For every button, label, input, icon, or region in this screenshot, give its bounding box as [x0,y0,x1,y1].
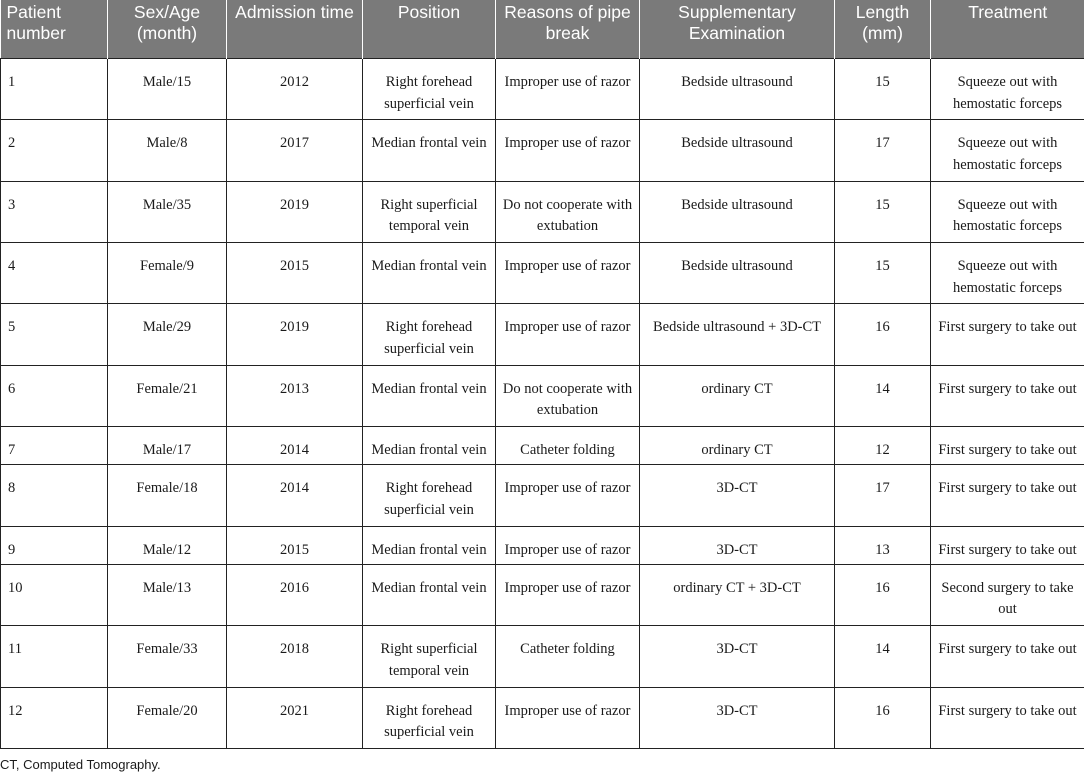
cell-reason: Improper use of razor [496,120,640,181]
cell-examination: Bedside ultrasound [640,120,835,181]
cell-length: 17 [835,120,931,181]
table-row [1,120,1084,181]
cell-admission-time: 2019 [227,304,363,365]
header-reasons: Reasons of pipe break [496,0,640,59]
header-row [1,0,1084,59]
cell-patient-number: 2 [1,120,108,181]
cell-reason: Improper use of razor [496,564,640,625]
cell-treatment: Squeeze out with hemostatic forceps [931,243,1084,304]
cell-reason: Do not cooperate with extubation [496,365,640,426]
cell-patient-number: 1 [1,59,108,120]
header-treatment: Treatment [931,0,1084,59]
cell-admission-time: 2019 [227,181,363,242]
cell-position: Right superficial temporal vein [363,181,496,242]
cell-admission-time: 2013 [227,365,363,426]
header-sex-age: Sex/Age (month) [108,0,227,59]
cell-reason: Catheter folding [496,626,640,687]
cell-reason: Improper use of razor [496,526,640,564]
cell-sex-age: Female/33 [108,626,227,687]
cell-treatment: First surgery to take out [931,526,1084,564]
cell-treatment: Squeeze out with hemostatic forceps [931,181,1084,242]
cell-examination: Bedside ultrasound [640,243,835,304]
cell-position: Right forehead superficial vein [363,465,496,526]
table-row [1,427,1084,465]
cell-treatment: Squeeze out with hemostatic forceps [931,59,1084,120]
cell-sex-age: Male/15 [108,59,227,120]
cell-treatment: First surgery to take out [931,687,1084,749]
cell-length: 14 [835,626,931,687]
cell-sex-age: Male/29 [108,304,227,365]
cell-length: 16 [835,687,931,749]
table-row [1,465,1084,526]
cell-sex-age: Female/21 [108,365,227,426]
cell-admission-time: 2014 [227,465,363,526]
cell-admission-time: 2015 [227,526,363,564]
cell-treatment: First surgery to take out [931,465,1084,526]
cell-length: 13 [835,526,931,564]
cell-examination: Bedside ultrasound + 3D-CT [640,304,835,365]
cell-patient-number: 10 [1,564,108,625]
header-admission-time: Admission time [227,0,363,59]
cell-length: 15 [835,181,931,242]
cell-reason: Improper use of razor [496,304,640,365]
cell-examination: 3D-CT [640,465,835,526]
cell-position: Right forehead superficial vein [363,304,496,365]
cell-patient-number: 7 [1,427,108,465]
table-row [1,526,1084,564]
cell-sex-age: Male/12 [108,526,227,564]
cell-patient-number: 4 [1,243,108,304]
cell-sex-age: Female/20 [108,687,227,749]
cell-reason: Do not cooperate with extubation [496,181,640,242]
cell-position: Right superficial temporal vein [363,626,496,687]
cell-admission-time: 2017 [227,120,363,181]
cell-sex-age: Male/17 [108,427,227,465]
cell-sex-age: Female/18 [108,465,227,526]
cell-position: Median frontal vein [363,564,496,625]
cell-treatment: Squeeze out with hemostatic forceps [931,120,1084,181]
cell-treatment: Second surgery to take out [931,564,1084,625]
cell-sex-age: Female/9 [108,243,227,304]
cell-length: 15 [835,59,931,120]
cell-examination: Bedside ultrasound [640,181,835,242]
cell-examination: 3D-CT [640,687,835,749]
table-row [1,59,1084,120]
cell-patient-number: 3 [1,181,108,242]
cell-position: Right forehead superficial vein [363,687,496,749]
cell-examination: Bedside ultrasound [640,59,835,120]
table-row [1,626,1084,687]
cell-length: 16 [835,564,931,625]
header-length: Length (mm) [835,0,931,59]
header-supplementary-exam: Supplementary Examination [640,0,835,59]
cell-length: 16 [835,304,931,365]
cell-examination: 3D-CT [640,626,835,687]
cell-reason: Improper use of razor [496,243,640,304]
cell-patient-number: 5 [1,304,108,365]
cell-admission-time: 2021 [227,687,363,749]
cell-sex-age: Male/8 [108,120,227,181]
cell-reason: Improper use of razor [496,59,640,120]
table-row [1,243,1084,304]
cell-examination: 3D-CT [640,526,835,564]
cell-admission-time: 2015 [227,243,363,304]
cell-length: 17 [835,465,931,526]
table-row [1,564,1084,625]
cell-patient-number: 8 [1,465,108,526]
cell-patient-number: 6 [1,365,108,426]
table-row [1,304,1084,365]
cell-patient-number: 11 [1,626,108,687]
cell-examination: ordinary CT + 3D-CT [640,564,835,625]
table-body [1,59,1084,749]
cell-admission-time: 2016 [227,564,363,625]
cell-position: Median frontal vein [363,243,496,304]
cell-treatment: First surgery to take out [931,365,1084,426]
cell-position: Median frontal vein [363,427,496,465]
cell-sex-age: Male/35 [108,181,227,242]
cell-admission-time: 2012 [227,59,363,120]
header-position: Position [363,0,496,59]
cell-treatment: First surgery to take out [931,427,1084,465]
table-row [1,365,1084,426]
cell-examination: ordinary CT [640,365,835,426]
cell-length: 14 [835,365,931,426]
cell-position: Median frontal vein [363,120,496,181]
cell-examination: ordinary CT [640,427,835,465]
table-row [1,687,1084,749]
table-row [1,181,1084,242]
cell-position: Median frontal vein [363,526,496,564]
cell-position: Right forehead superficial vein [363,59,496,120]
cell-patient-number: 9 [1,526,108,564]
cell-reason: Improper use of razor [496,687,640,749]
cell-sex-age: Male/13 [108,564,227,625]
cell-length: 15 [835,243,931,304]
cell-treatment: First surgery to take out [931,626,1084,687]
cell-reason: Catheter folding [496,427,640,465]
cell-patient-number: 12 [1,687,108,749]
cell-reason: Improper use of razor [496,465,640,526]
header-patient-number: Patient number [1,0,108,59]
cell-admission-time: 2018 [227,626,363,687]
cell-position: Median frontal vein [363,365,496,426]
footnote: CT, Computed Tomography. [0,757,161,772]
cell-treatment: First surgery to take out [931,304,1084,365]
cell-length: 12 [835,427,931,465]
cell-admission-time: 2014 [227,427,363,465]
